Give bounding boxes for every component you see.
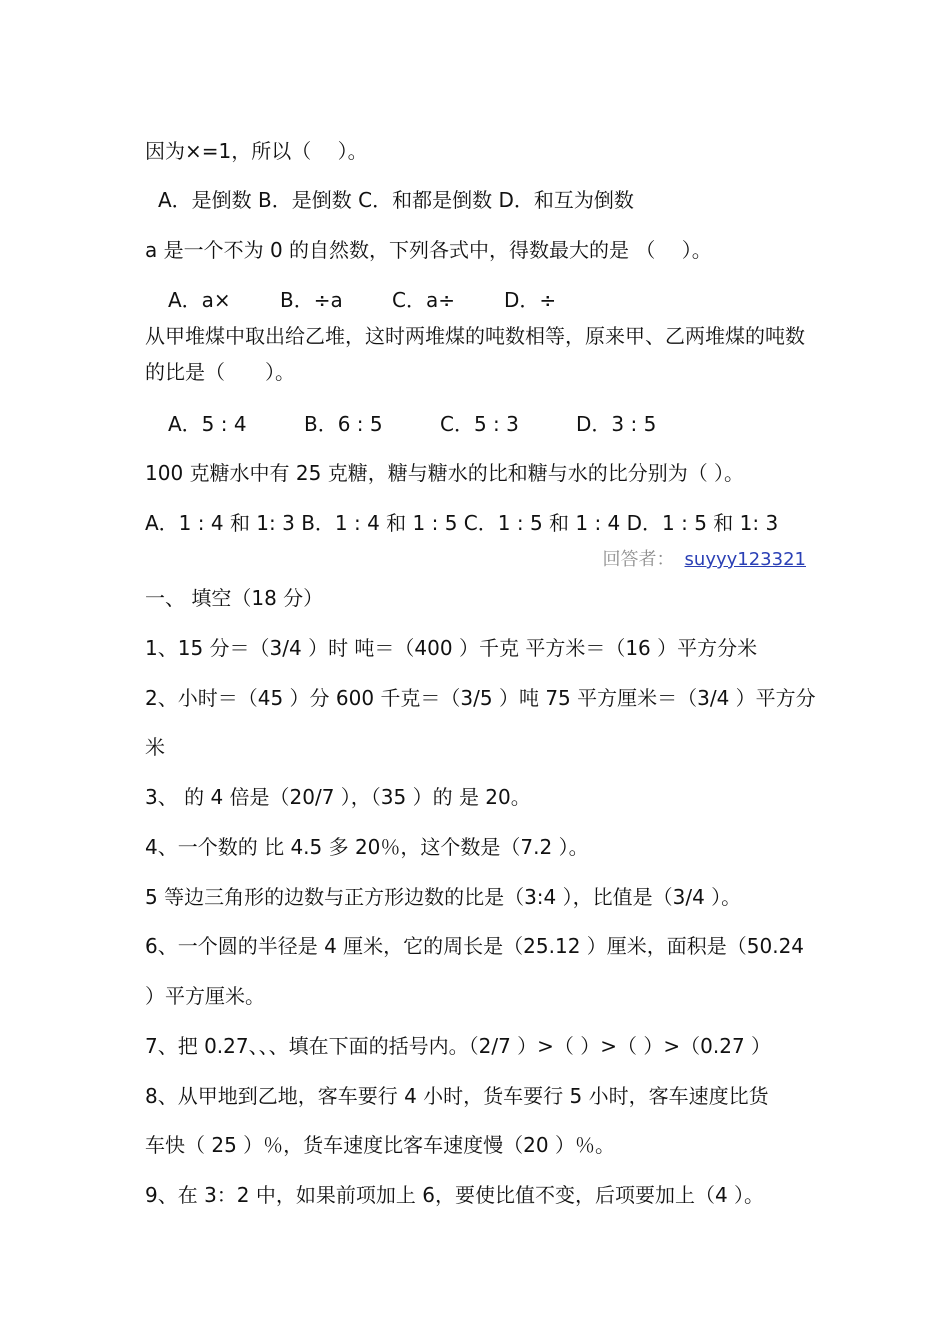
question-2-option-c: C．a÷	[392, 288, 455, 312]
fill-item-1: 1、15 分＝（3/4 ）时 吨＝（400 ）千克 平方米＝（16 ）平方分米	[145, 636, 758, 660]
question-3-stem: 从甲堆煤中取出给乙堆，这时两堆煤的吨数相等，原来甲、乙两堆煤的吨数的比是（ ）。	[145, 324, 805, 384]
question-4-stem: 100 克糖水中有 25 克糖，糖与糖水的比和糖与水的比分别为（ ）。	[145, 461, 745, 485]
answerer-credit	[603, 548, 806, 572]
question-2-stem: a 是一个不为 0 的自然数，下列各式中，得数最大的是 （ ）。	[145, 238, 712, 262]
question-2-option-d: D．÷	[504, 288, 557, 312]
question-1-options: A．是倒数 B．是倒数 C．和都是倒数 D．和互为倒数	[158, 188, 634, 212]
section-title: 一、 填空（18 分）	[145, 586, 324, 610]
fill-item-9: 9、在 3：2 中，如果前项加上 6，要使比值不变，后项要加上（4 ）。	[145, 1183, 765, 1207]
question-2-option-a: A．a×	[168, 288, 231, 312]
fill-item-3: 3、 的 4 倍是（20/7 ），（35 ）的 是 20。	[145, 785, 531, 809]
fill-item-2: 2、小时＝（45 ）分 600 千克＝（3/5 ）吨 75 平方厘米＝（3/4 ）平方分	[145, 686, 816, 710]
question-3-options	[168, 411, 833, 437]
question-3-option-d: D．3 : 5	[576, 412, 657, 436]
answerer-label: 回答者：	[602, 549, 675, 570]
question-3-option-c: C．5 : 3	[440, 412, 519, 436]
fill-item-7: 7、把 0.27、、、填在下面的括号内。（2/7 ）>（ ）>（ ）>（0.27 ）	[145, 1034, 772, 1058]
fill-item-8-continued: 车快（ 25 ）％，货车速度比客车速度慢（20 ）％。	[145, 1133, 615, 1157]
answerer-username-link[interactable]: suyyy123321	[684, 549, 806, 570]
fill-item-5: 5 等边三角形的边数与正方形边数的比是（3:4 ），比值是（3/4 ）。	[145, 885, 742, 909]
question-2-options	[168, 287, 833, 313]
fill-item-6: 6、一个圆的半径是 4 厘米，它的周长是（25.12 ）厘米，面积是（50.24	[145, 934, 805, 958]
question-2-option-b: B．÷a	[280, 288, 343, 312]
fill-item-2-continued: 米	[145, 735, 165, 759]
fill-item-6-continued: ）平方厘米。	[145, 984, 265, 1008]
fill-item-8: 8、从甲地到乙地，客车要行 4 小时，货车要行 5 小时，客车速度比货	[145, 1084, 769, 1108]
question-3-option-b: B．6 : 5	[304, 412, 383, 436]
question-1-stem: 因为×=1，所以（ ）。	[145, 139, 368, 163]
fill-item-4: 4、一个数的 比 4.5 多 20％，这个数是（7.2 ）。	[145, 835, 589, 859]
question-4-options: A．1 : 4 和 1: 3 B．1 : 4 和 1 : 5 C．1 : 5 和 1 : 4 D．1 : 5 和 1: 3	[145, 511, 779, 535]
question-3-option-a: A．5 : 4	[168, 412, 247, 436]
